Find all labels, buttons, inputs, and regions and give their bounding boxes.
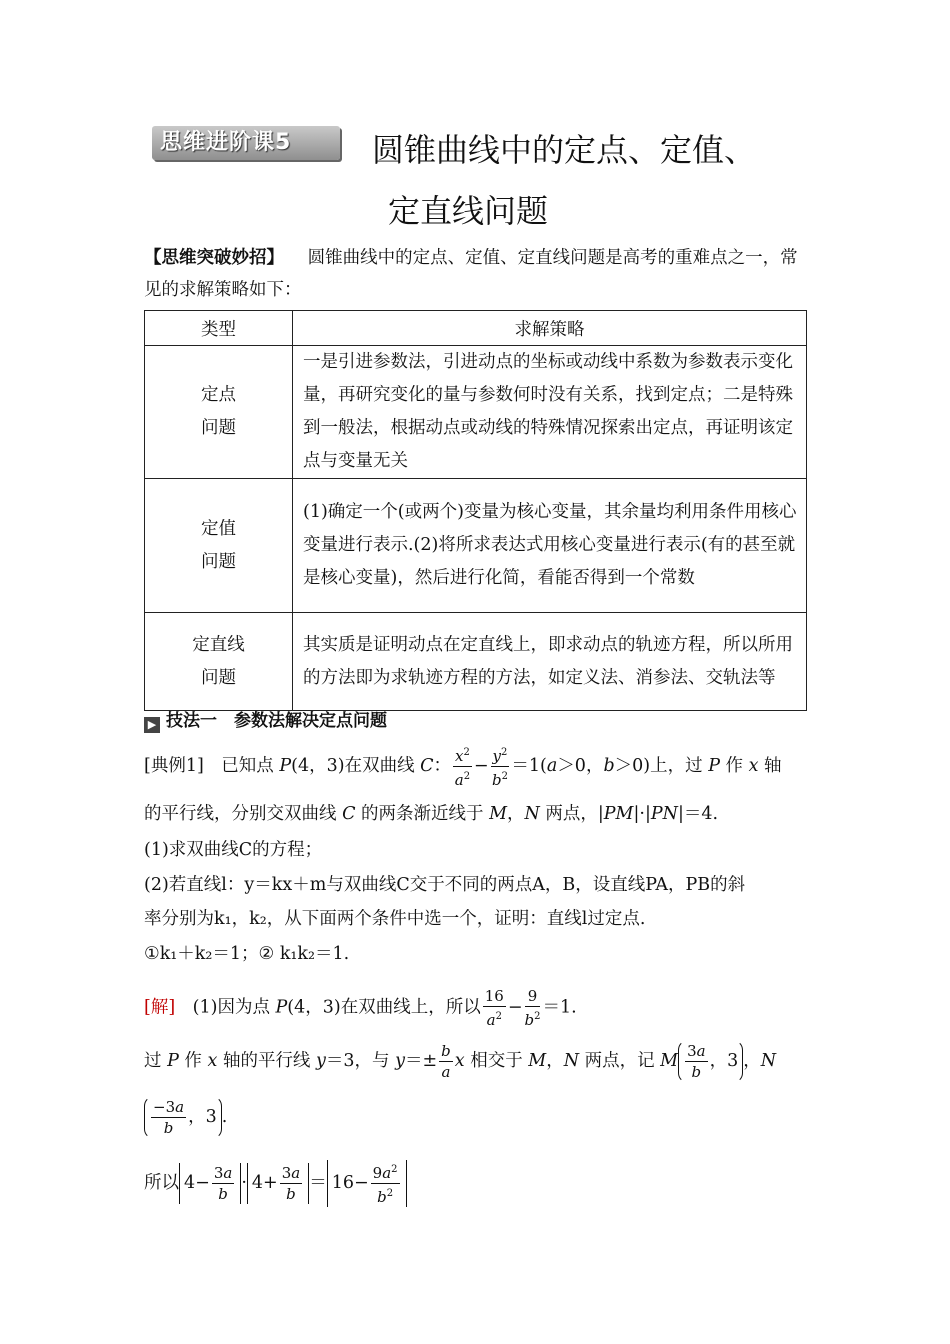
fraction: $\frac{y^2}{b^2}$ xyxy=(491,743,510,790)
solution-line-4: 所以 4− $\frac{3a}{b}$ · 4+ $\frac{3a}{b}$ ＝ 16− $\frac{9a^2}{b^2}$ xyxy=(144,1160,407,1207)
coordinate-pair: $\frac{3a}{b}$ ，3 xyxy=(678,1040,743,1083)
type-cell xyxy=(145,613,293,711)
section-heading xyxy=(144,706,387,733)
section-title: 技法一 参数法解决定点问题 xyxy=(166,711,387,731)
type-cell xyxy=(145,479,293,613)
question-2-conditions: ①k₁＋k₂＝1；② k₁k₂＝1. xyxy=(144,944,350,964)
question-1: (1)求双曲线C的方程； xyxy=(144,840,323,860)
type-label-line1: 定点 xyxy=(201,385,236,405)
type-label-line2: 问题 xyxy=(201,551,236,572)
strategy-cell: 一是引进参数法，引进动点的坐标或动线中系数为参数表示变化量，再研究变化的量与参数何时没有关系，找到定点；二是特殊到一般法，根据动点或动线的特殊情况探索出定点，再证明该定点与变量无关 xyxy=(293,346,807,479)
fraction: $\frac{3a}{b}$ xyxy=(687,1042,706,1081)
strategy-table xyxy=(144,310,807,711)
strategy-cell: 其实质是证明动点在定直线上，即求动点的轨迹方程，所以所用的方法即为求轨迹方程的方法，如定义法、消参法、交轨法等 xyxy=(293,613,807,711)
solution-line-1: [解] (1)因为点 P(4，3)在双曲线上，所以 $\frac{16}{a^2}$ − $\frac{9}{b^2}$ ＝1. xyxy=(144,987,577,1029)
type-label-line2: 问题 xyxy=(201,418,236,438)
example-label: [典例1] xyxy=(144,756,204,776)
abs-value: 16− $\frac{9a^2}{b^2}$ xyxy=(327,1160,407,1207)
fraction: $\frac{-3a}{b}$ xyxy=(153,1098,185,1137)
abs-value: 4+ $\frac{3a}{b}$ xyxy=(247,1163,309,1204)
play-triangle-icon: ▶ xyxy=(144,717,160,733)
intro-text: 圆锥曲线中的定点、定值、定直线问题是高考的重难点之一，常见的求解策略如下： xyxy=(144,248,798,300)
abs-value: 4− $\frac{3a}{b}$ xyxy=(179,1163,241,1204)
type-label-line1: 定直线 xyxy=(192,634,245,655)
intro-label: 【思维突破妙招】 xyxy=(144,248,284,268)
table-header-strategy: 求解策略 xyxy=(293,311,807,346)
fraction: $\frac{b}{a}$ xyxy=(441,1042,451,1081)
type-label-line1: 定值 xyxy=(201,518,236,539)
fraction: $\frac{3a}{b}$ xyxy=(281,1164,301,1203)
strategy-cell: (1)确定一个(或两个)变量为核心变量，其余量均利用条件用核心变量进行表示.(2)将所求表达式用核心变量进行表示(有的甚至就是核心变量)，然后进行化简，看能否得到一个常数 xyxy=(293,479,807,613)
fraction: $\frac{16}{a^2}$ xyxy=(484,987,504,1029)
solution-label: [解] xyxy=(144,997,176,1018)
example-line-1: [典例1] 已知点 P(4，3)在双曲线 C： $\frac{x^2}{a^2}$ − $\frac{y^2}{b^2}$ ＝1(a＞0，b＞0)上，过 P 作 x 轴 xyxy=(144,743,782,790)
type-cell xyxy=(145,346,293,479)
lesson-badge xyxy=(152,126,340,160)
example-line-2: 的平行线，分别交双曲线 C 的两条渐近线于 M，N 两点，|PM|·|PN|＝4. xyxy=(144,804,719,824)
solution-line-2: 过 P 作 x 轴的平行线 y＝3，与 y＝± $\frac{b}{a}$ x 相交于 M，N 两点，记 M $\frac{3a}{b}$ ，3 ，N xyxy=(144,1042,777,1081)
page-title-line2: 定直线问题 xyxy=(388,192,549,230)
fraction: $\frac{x^2}{a^2}$ xyxy=(453,743,472,790)
question-2-line-1: (2)若直线l：y＝kx＋m与双曲线C交于不同的两点A，B，设直线PA，PB的斜 xyxy=(144,875,746,895)
table-header-row xyxy=(145,311,807,346)
solution-line-3: $\frac{-3a}{b}$ ，3 . xyxy=(144,1096,227,1139)
page-title-line1: 圆锥曲线中的定点、定值、 xyxy=(372,131,757,169)
table-row xyxy=(145,613,807,711)
table-row xyxy=(145,479,807,613)
question-2-line-2: 率分别为k₁，k₂，从下面两个条件中选一个，证明：直线l过定点. xyxy=(144,909,646,929)
lesson-badge-label: 思维进阶课5 xyxy=(160,130,292,155)
fraction: $\frac{9}{b^2}$ xyxy=(524,987,541,1029)
fraction: $\frac{9a^2}{b^2}$ xyxy=(371,1160,400,1207)
table-header-type: 类型 xyxy=(145,311,293,346)
coordinate-pair: $\frac{-3a}{b}$ ，3 xyxy=(144,1096,222,1139)
type-label-line2: 问题 xyxy=(201,667,236,688)
intro-paragraph xyxy=(144,242,808,306)
fraction: $\frac{3a}{b}$ xyxy=(213,1164,233,1203)
table-row xyxy=(145,346,807,479)
